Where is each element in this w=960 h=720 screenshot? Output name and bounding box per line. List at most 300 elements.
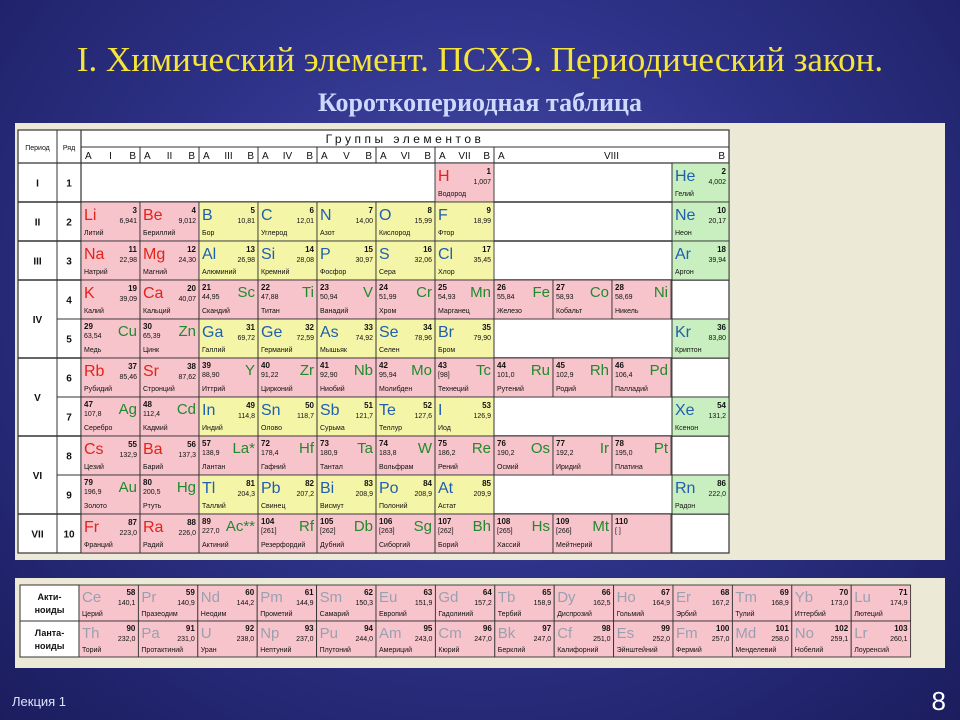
element-cell-Bh [435, 514, 494, 553]
element-name: Цезий [84, 464, 104, 471]
element-cell-Rn [672, 475, 729, 514]
periodic-table-frame [15, 123, 945, 560]
element-number: 103 [894, 624, 908, 633]
element-symbol: Sn [261, 402, 281, 419]
element-number: 101 [775, 624, 789, 633]
element-mass: 74,92 [355, 335, 373, 342]
element-symbol: B [202, 207, 213, 224]
element-cell-Ir [553, 436, 612, 475]
element-number: 9 [486, 206, 491, 215]
element-cell-Mo [376, 358, 435, 397]
element-name: Празеодим [141, 611, 178, 618]
element-symbol: Am [379, 625, 402, 642]
element-number: 32 [305, 323, 314, 332]
element-mass: 244,0 [355, 636, 373, 643]
element-number: 83 [364, 479, 373, 488]
element-mass: 1,007 [473, 179, 491, 186]
element-symbol: Ra [143, 519, 164, 536]
element-name: Палладий [615, 386, 648, 393]
element-cell-Re [435, 436, 494, 475]
element-mass: 208,9 [355, 491, 373, 498]
element-symbol: Ac** [225, 518, 255, 535]
f-row-label-bg [20, 621, 79, 657]
element-mass: [ ] [615, 528, 621, 535]
period-label: VII [31, 529, 44, 541]
element-cell-U [198, 621, 257, 657]
element-cell-Tb [495, 585, 554, 621]
element-number: 7 [368, 206, 373, 215]
element-mass: 232,0 [117, 636, 136, 643]
element-mass: 231,0 [177, 636, 195, 643]
element-name: Нептуний [260, 647, 292, 654]
element-number: 21 [202, 283, 211, 292]
element-cell-110 [612, 514, 671, 553]
period-label: IV [32, 315, 43, 326]
element-number: 84 [423, 479, 432, 488]
element-number: 110 [615, 517, 628, 526]
element-mass: [265] [497, 528, 513, 535]
element-name: Хром [379, 308, 397, 315]
element-mass: 257,0 [711, 636, 730, 643]
periodic-table [15, 123, 945, 560]
element-name: Литий [84, 230, 104, 237]
element-cell-Er [673, 585, 732, 621]
element-cell-Nb [317, 358, 376, 397]
element-cell-Hs [494, 514, 553, 553]
element-mass: 131,2 [708, 413, 726, 420]
element-cell-Th [79, 621, 138, 657]
element-number: 35 [482, 323, 491, 332]
element-cell-Ag [81, 397, 140, 436]
element-name: Осмий [497, 464, 519, 471]
element-symbol: Ne [675, 207, 696, 224]
element-symbol: Np [260, 625, 280, 642]
element-name: Молибден [379, 386, 413, 393]
group-header-b: B [424, 151, 431, 162]
element-cell-Pa [138, 621, 197, 657]
element-mass: 69,72 [237, 335, 255, 342]
row-number: 8 [66, 451, 72, 463]
element-cell-Br [435, 319, 494, 358]
element-number: 99 [661, 624, 670, 633]
element-mass: 91,22 [261, 372, 279, 379]
element-number: 29 [84, 322, 93, 331]
element-symbol: Fm [676, 625, 698, 642]
element-name: Радий [143, 542, 164, 549]
element-symbol: Sg [413, 518, 432, 535]
element-cell-Bk [495, 621, 554, 657]
element-symbol: Nd [200, 589, 220, 606]
element-symbol: Cl [438, 246, 454, 263]
element-mass: 9,012 [178, 218, 196, 225]
element-mass: 137,3 [178, 452, 196, 459]
element-number: 30 [143, 322, 152, 331]
element-name: Таллий [202, 503, 226, 510]
element-number: 60 [245, 588, 255, 597]
element-symbol: F [438, 207, 448, 224]
element-number: 87 [128, 518, 137, 527]
element-name: Свинец [261, 503, 286, 510]
slide-title: I. Химический элемент. ПСХЭ. Периодический закон. [76, 40, 884, 79]
groups-header: Группы элементов [325, 132, 485, 146]
element-symbol: Er [676, 589, 691, 606]
element-symbol: Cd [176, 401, 196, 418]
element-name: Борий [438, 542, 459, 549]
element-symbol: Rh [589, 362, 609, 379]
element-symbol: Ge [261, 324, 283, 341]
element-name: Селен [379, 347, 400, 354]
element-number: 15 [364, 245, 373, 254]
element-mass: 260,1 [890, 636, 908, 643]
element-mass: 204,3 [237, 491, 255, 498]
element-number: 50 [305, 401, 314, 410]
element-cell-Sr [140, 358, 199, 397]
element-cell-Au [81, 475, 140, 514]
element-name: Тербий [497, 611, 522, 618]
element-cell-Md [732, 621, 791, 657]
group-header-a: A [380, 151, 387, 162]
element-cell-Eu [376, 585, 435, 621]
element-number: 14 [305, 245, 314, 254]
element-symbol: Rf [299, 518, 314, 535]
f-row-label-top-line1: Акти- [37, 592, 62, 602]
element-name: Берклий [497, 647, 526, 654]
element-symbol: Cm [438, 625, 462, 642]
element-mass: 222,0 [708, 491, 726, 498]
element-cell-Sb [317, 397, 376, 436]
element-number: 61 [304, 588, 314, 597]
element-mass: 237,0 [296, 636, 314, 643]
element-number: 48 [143, 400, 152, 409]
element-number: 58 [126, 588, 136, 597]
f-row-label-bg [20, 585, 79, 621]
element-number: 51 [364, 401, 373, 410]
group-header-a: A [144, 151, 151, 162]
element-cell-Lu [851, 585, 910, 621]
element-cell-Tm [732, 585, 791, 621]
element-cell-Fe [494, 280, 553, 319]
element-symbol: C [261, 207, 273, 224]
element-symbol: Ti [302, 284, 314, 301]
element-cell-Te [376, 397, 435, 436]
element-symbol: Li [84, 207, 97, 224]
element-name: Олово [261, 425, 282, 432]
element-number: 6 [309, 206, 314, 215]
period-label: III [33, 256, 42, 268]
element-symbol: Ca [143, 285, 164, 302]
element-name: Бериллий [143, 230, 176, 237]
element-symbol: H [438, 168, 450, 185]
element-name: Рубидий [84, 386, 113, 393]
element-symbol: Mg [143, 246, 166, 263]
element-symbol: Md [735, 625, 757, 642]
element-mass: 32,06 [414, 257, 432, 264]
element-cell-V [317, 280, 376, 319]
element-name: Магний [143, 269, 168, 276]
element-mass: 112,4 [143, 411, 160, 418]
element-number: 93 [304, 624, 314, 633]
element-number: 49 [246, 401, 255, 410]
f-row-label-top-line2: ноиды [34, 605, 65, 615]
element-name: Мейтнерий [556, 542, 593, 549]
row-number: 5 [66, 334, 72, 346]
row-number: 3 [66, 256, 72, 268]
element-name: Уран [200, 647, 217, 654]
element-cell-Si [258, 241, 317, 280]
row-number: 4 [66, 295, 72, 307]
element-mass: 227,0 [202, 528, 220, 535]
element-mass: 95,94 [379, 372, 397, 379]
element-symbol: Zr [299, 362, 314, 379]
element-number: 16 [423, 245, 432, 254]
element-mass: 247,0 [474, 636, 492, 643]
element-name: Иттрий [202, 386, 226, 393]
element-cell-Cf [554, 621, 613, 657]
element-mass: 190,2 [497, 450, 515, 457]
element-cell-Es [614, 621, 673, 657]
element-name: Барий [143, 464, 164, 471]
element-number: 23 [320, 283, 329, 292]
element-cell-Nd [198, 585, 257, 621]
element-symbol: Kr [675, 324, 691, 341]
element-number: 104 [261, 517, 275, 526]
element-name: Теллур [379, 425, 403, 432]
element-cell-Li [81, 202, 140, 241]
element-symbol: Rn [675, 480, 696, 497]
element-number: 94 [364, 624, 373, 633]
element-symbol: Db [353, 518, 373, 535]
element-number: 105 [320, 517, 334, 526]
element-cell-Sn [258, 397, 317, 436]
element-cell-Se [376, 319, 435, 358]
element-mass: 252,0 [652, 636, 670, 643]
element-number: 109 [556, 517, 570, 526]
element-number: 66 [601, 588, 611, 597]
element-mass: [266] [556, 528, 572, 535]
element-name: Калифорний [557, 647, 599, 654]
element-number: 86 [717, 479, 726, 488]
element-symbol: Po [379, 480, 399, 497]
group-header-a: A [498, 151, 505, 162]
element-cell-Cd [140, 397, 199, 436]
element-mass: 107,8 [84, 411, 102, 418]
element-cell-Dy [554, 585, 613, 621]
element-number: 42 [379, 361, 388, 370]
element-mass: 28,08 [296, 257, 314, 264]
f-block-frame [15, 578, 945, 668]
element-mass: 173,0 [830, 600, 849, 607]
element-number: 5 [250, 206, 255, 215]
element-mass: 158,9 [533, 600, 552, 607]
group-header-a: A [321, 151, 328, 162]
element-number: 62 [364, 588, 373, 597]
element-name: Титан [261, 308, 280, 315]
element-number: 96 [482, 624, 492, 633]
group-header-number: III [224, 151, 233, 162]
element-number: 71 [898, 588, 908, 597]
element-mass: 247,0 [533, 636, 552, 643]
element-cell-Ga [199, 319, 258, 358]
element-mass: 106,4 [615, 372, 633, 379]
element-mass: 167,2 [711, 600, 730, 607]
element-cell-Fm [673, 621, 732, 657]
element-mass: 47,88 [261, 294, 279, 301]
element-cell-Ta [317, 436, 376, 475]
element-mass: 22,98 [119, 257, 137, 264]
element-name: Гольмий [616, 611, 645, 618]
f-row-label-bottom-line1: Ланта- [34, 628, 65, 638]
element-name: Франций [84, 542, 113, 549]
element-cell-Bi [317, 475, 376, 514]
element-symbol: Xe [675, 402, 695, 419]
element-symbol: Se [379, 324, 399, 341]
element-symbol: Tl [202, 480, 216, 497]
element-symbol: Yb [794, 589, 814, 606]
element-symbol: Sc [237, 284, 255, 301]
element-name: Тантал [320, 464, 343, 471]
element-mass: 101,0 [497, 372, 515, 379]
element-cell-O [376, 202, 435, 241]
element-symbol: He [675, 168, 696, 185]
element-name: Неодим [200, 611, 227, 618]
element-symbol: Pu [319, 625, 338, 642]
element-mass: 44,95 [202, 294, 220, 301]
element-symbol: Bi [320, 480, 335, 497]
element-cell-N [317, 202, 376, 241]
element-cell-Xe [672, 397, 729, 436]
element-name: Иридий [556, 464, 581, 471]
element-cell-I [435, 397, 494, 436]
element-symbol: V [362, 284, 373, 301]
element-symbol: Al [202, 246, 217, 263]
element-number: 108 [497, 517, 511, 526]
element-symbol: Sm [319, 589, 343, 606]
group-header-b: B [247, 151, 254, 162]
element-number: 89 [202, 517, 211, 526]
element-mass: 58,69 [615, 294, 633, 301]
element-mass: 200,5 [143, 489, 161, 496]
element-name: Углерод [261, 230, 288, 237]
element-mass: 10,81 [237, 218, 255, 225]
element-mass: 6,941 [119, 218, 137, 225]
element-number: 90 [126, 624, 136, 633]
element-symbol: Tm [735, 589, 758, 606]
element-symbol: O [379, 207, 392, 224]
element-name: Стронций [143, 386, 175, 393]
element-number: 10 [717, 206, 726, 215]
element-cell-Cr [376, 280, 435, 319]
element-name: Америций [379, 647, 413, 654]
element-symbol: Ar [675, 246, 691, 263]
element-cell-Y [199, 358, 258, 397]
element-mass: [261] [261, 528, 277, 535]
element-cell-Cl [435, 241, 494, 280]
element-cell-Cu [81, 319, 140, 358]
element-mass: 40,07 [178, 296, 196, 303]
element-cell-At [435, 475, 494, 514]
element-name: Церий [82, 611, 103, 618]
slide-subtitle: Короткопериодная таблица [318, 88, 642, 117]
element-mass: 208,9 [414, 491, 432, 498]
element-name: Марганец [438, 308, 470, 315]
element-symbol: As [320, 324, 339, 341]
element-mass: [98] [438, 372, 450, 379]
element-number: 59 [185, 588, 195, 597]
element-name: Рений [438, 464, 458, 471]
element-name: Сера [379, 269, 396, 276]
element-number: 39 [202, 361, 211, 370]
element-symbol: Mt [592, 518, 609, 535]
group-header-a: A [203, 151, 210, 162]
group-header-number: VI [400, 151, 411, 162]
element-name: Серебро [84, 425, 113, 432]
element-cell-Rh [553, 358, 612, 397]
element-symbol: Pr [141, 589, 157, 606]
element-cell-Tl [199, 475, 258, 514]
element-symbol: Bk [497, 625, 516, 642]
element-mass: [262] [438, 528, 454, 535]
element-symbol: Pd [649, 362, 668, 379]
element-symbol: Pm [260, 589, 283, 606]
element-name: Фермий [676, 647, 702, 654]
element-number: 82 [305, 479, 314, 488]
element-cell-H [435, 163, 494, 202]
element-cell-Rf [258, 514, 317, 553]
element-name: Фосфор [320, 269, 347, 276]
element-cell-Ni [612, 280, 671, 319]
element-number: 88 [187, 518, 196, 527]
element-number: 33 [364, 323, 373, 332]
element-name: Хассий [497, 542, 521, 549]
element-cell-Yb [792, 585, 851, 621]
element-number: 77 [556, 439, 565, 448]
element-number: 22 [261, 283, 270, 292]
element-number: 24 [379, 283, 388, 292]
row-number: 6 [66, 373, 72, 385]
element-name: Кремний [261, 269, 290, 276]
element-number: 8 [427, 206, 432, 215]
element-symbol: Ru [530, 362, 550, 379]
element-cell-Mt [553, 514, 612, 553]
element-name: Цирконий [261, 386, 293, 393]
row-number: 2 [66, 217, 72, 229]
element-cell-Am [376, 621, 435, 657]
element-mass: 138,9 [202, 450, 220, 457]
element-cell-Ne [672, 202, 729, 241]
element-number: 69 [779, 588, 789, 597]
element-mass: 150,3 [355, 600, 373, 607]
element-number: 80 [143, 478, 152, 487]
element-mass: 39,09 [119, 296, 137, 303]
group-header-a: A [262, 151, 269, 162]
element-number: 54 [717, 401, 726, 410]
element-number: 20 [187, 284, 196, 293]
element-symbol: Hs [531, 518, 550, 535]
element-cell-Pm [257, 585, 316, 621]
element-mass: 192,2 [556, 450, 574, 457]
element-cell-P [317, 241, 376, 280]
element-name: Натрий [84, 269, 108, 276]
element-mass: 54,93 [438, 294, 456, 301]
element-symbol: Pt [653, 440, 668, 457]
element-cell-K [81, 280, 140, 319]
element-symbol: Fr [84, 519, 100, 536]
element-number: 45 [556, 361, 565, 370]
element-mass: 178,4 [261, 450, 279, 457]
element-cell-Pd [612, 358, 671, 397]
period-label: VI [32, 471, 43, 482]
element-name: Тулий [735, 611, 755, 618]
